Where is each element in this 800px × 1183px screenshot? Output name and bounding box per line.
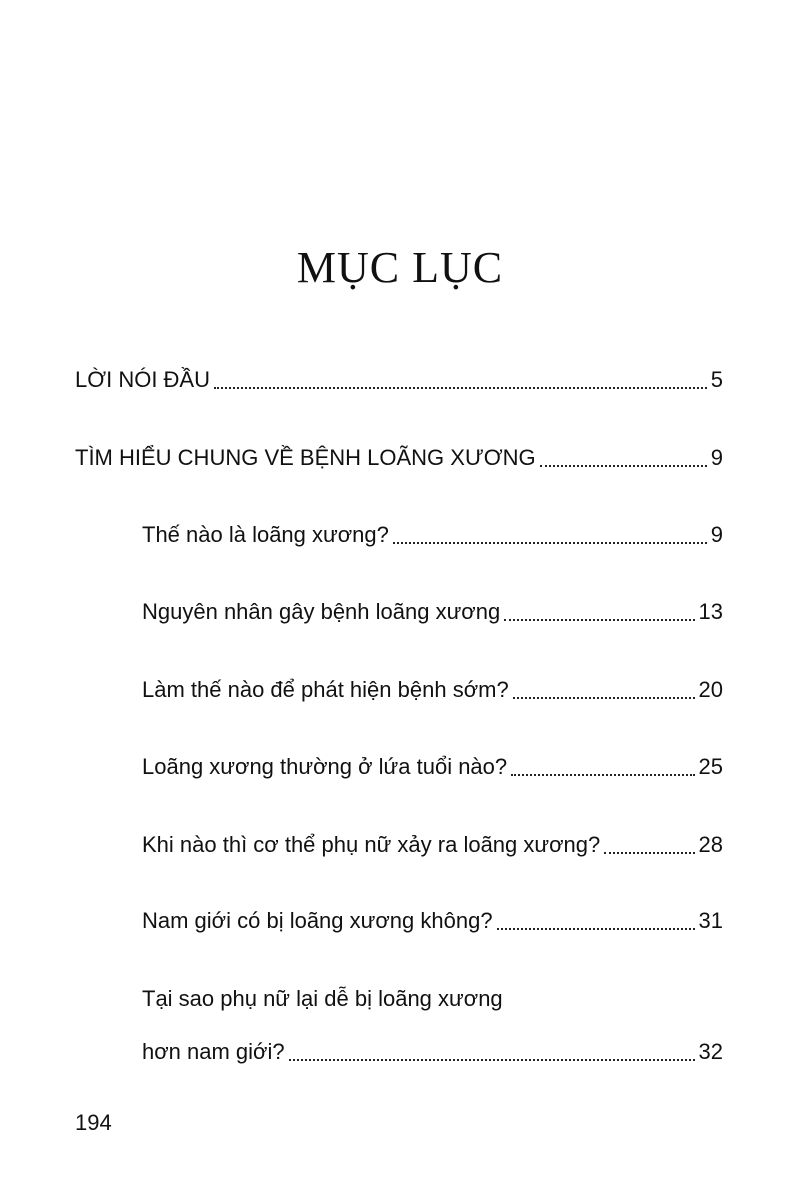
page-number: 194 — [75, 1110, 112, 1135]
toc-leader — [214, 387, 707, 389]
toc-entry-title: LỜI NÓI ĐẦU — [75, 367, 210, 392]
toc-leader — [540, 465, 707, 467]
toc-leader — [513, 697, 695, 699]
toc-leader — [289, 1059, 695, 1061]
toc-entry-page: 28 — [698, 832, 723, 857]
toc-entry-title: Nguyên nhân gây bệnh loãng xương — [142, 599, 501, 624]
toc-entry-page: 13 — [698, 599, 723, 624]
toc-entry-the-nao-la-loang-xuong — [142, 520, 723, 550]
toc-entry-page: 9 — [710, 522, 723, 547]
toc-entry-title: hơn nam giới? — [142, 1039, 285, 1064]
toc-entry-page: 9 — [710, 445, 723, 470]
toc-entry-nam-gioi — [142, 906, 723, 936]
toc-leader — [511, 774, 694, 776]
toc-entry-tai-sao-line1: Tại sao phụ nữ lại dễ bị loãng xương — [142, 986, 503, 1011]
toc-entry-page: 31 — [698, 908, 723, 933]
toc-leader — [497, 928, 695, 930]
toc-entry-title: Khi nào thì cơ thể phụ nữ xảy ra loãng xương? — [142, 832, 601, 857]
toc-entry-lua-tuoi — [142, 752, 723, 782]
toc-entry-page: 20 — [698, 677, 723, 702]
toc-leader — [604, 852, 694, 854]
toc-entry-nguyen-nhan — [142, 597, 723, 627]
toc-entry-page: 32 — [698, 1039, 723, 1064]
toc-leader — [393, 542, 707, 544]
toc-entry-loi-noi-dau — [75, 365, 723, 395]
toc-entry-phu-nu — [142, 830, 723, 860]
toc-entry-title: Nam giới có bị loãng xương không? — [142, 908, 493, 933]
toc-entry-tai-sao — [142, 1037, 723, 1067]
toc-entry-title: TÌM HIỂU CHUNG VỀ BỆNH LOÃNG XƯƠNG — [75, 445, 536, 470]
toc-entry-phat-hien-som — [142, 675, 723, 705]
page-title: MỤC LỤC — [296, 243, 504, 292]
toc-entry-page: 5 — [710, 367, 723, 392]
toc-entry-page: 25 — [698, 754, 723, 779]
toc-leader — [504, 619, 694, 621]
toc-entry-tim-hieu-chung — [75, 443, 723, 473]
toc-entry-title: Loãng xương thường ở lứa tuổi nào? — [142, 754, 508, 779]
toc-entry-title: Thế nào là loãng xương? — [142, 522, 389, 547]
toc-entry-title: Làm thế nào để phát hiện bệnh sớm? — [142, 677, 509, 702]
